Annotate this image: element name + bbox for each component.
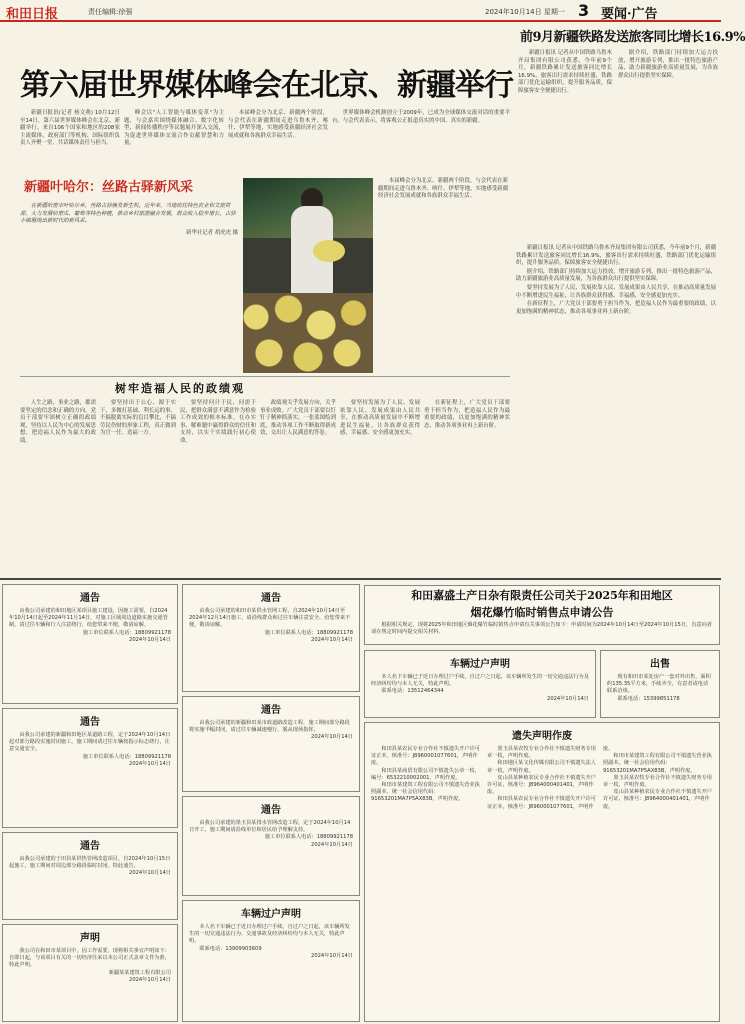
lost-notice-item: 和田地区某文化传媒有限公司不慎遗失法人章一枚，声明作废。 [487,760,596,774]
page-number: 3 [578,1,590,20]
vehicle-transfer-box-2 [182,900,360,1022]
lost-notice-item: 和田县某农民专业合作社不慎遗失开户许可证正本，核准号：J8960001077601，声明作废。 [487,746,614,810]
inset-caption: 在新疆哈密市叶哈尔乡，丝路古驿焕发新生机。近年来，当地依托特色农业和文旅资源，大力发展哈密瓜、葡萄等特色种植，推动乡村旅游融合发展，群众收入稳步增长，古驿小镇展现出新时代的新风采。 [20,203,236,225]
notice-contact: 施工单位联系人电话：18809921178 [264,629,353,636]
lead-col-2 [124,110,224,168]
vehicle-transfer-title: 车辆过户声明 [450,659,510,670]
notice-text: 由我公司承建的和田市某供水管网工程，自2024年10月14日至2024年12月14日施工，请沿线群众和过往车辆注意安全，给您带来不便，敬请谅解。 [189,608,351,629]
notice-contact: 施工单位联系人电话：18809921178 [82,753,171,760]
feature-text-6: 在新征程上，广大党员干部要勇于担当作为，把造福人民作为最重要的政绩，以更加饱满的精神状态，推动各项事业再上新台阶。 [424,400,510,429]
declaration-signoff: 新疆某某建筑工程有限公司 [108,969,171,976]
lead-text-1: 新疆日报讯(记者 杨文燕) 10月12日至14日，第六届世界媒体峰会在北京、新疆举行。来自106个国家和地区的208家主流媒体、政府部门等机构、国际组织负责人齐聚一堂，共话媒体责任与担当。 [20,110,120,147]
lead-headline: 第六届世界媒体峰会在北京、新疆举行 [20,68,513,103]
notice-title: 通告 [261,805,281,816]
notice-date: 2024年10月14日 [129,760,171,767]
for-sale-text: 现有和田市某处房产一套对外出售，面积约135.35平方米，手续齐全，有意者请电话联系洽谈。 [607,674,711,695]
notice-date: 2024年10月14日 [311,734,353,741]
feature-col-5 [340,400,420,570]
rail-article-col2 [618,50,718,240]
notice-contact: 施工单位联系人电话：18809921178 [82,629,171,636]
lost-notice-item: 墨玉县某农牧专业合作社不慎遗失财务专用章一枚，声明作废。 [487,746,596,760]
for-sale-contact: 联系电话：15399851178 [617,695,680,702]
vehicle-transfer-title: 车辆过户声明 [241,909,301,920]
declaration-date: 2024年10月14日 [129,976,171,983]
lost-notice-item: 墨玉县某农牧专业合作社不慎遗失财务专用章一枚，声明作废。 [603,774,712,789]
notice-title: 通告 [80,593,100,604]
notice-title: 通告 [80,841,100,852]
notice-date: 2024年10月14日 [311,841,353,848]
section-name: 要闻·广告 [601,7,658,22]
masthead [0,0,721,22]
editor-credit: 责任编辑:徐强 [88,8,133,16]
lost-notices-box [364,722,720,1022]
notice-title: 通告 [261,593,281,604]
vehicle-transfer-contact: 联系电话：13512464344 [381,688,444,695]
notice-box-3 [2,832,178,920]
notice-box-5 [182,696,360,792]
notice-box-6 [182,796,360,896]
declaration-title: 声明 [80,933,100,944]
notice-box-4 [182,584,360,692]
ads-divider [0,578,721,580]
feature-top-rule [20,376,510,377]
inset-title: 新疆叶哈尔：丝路古驿新风采 [24,180,194,195]
notice-text: 由我公司承建的新疆和田某市政道路改造工程，施工期间部分路段将实施半幅封闭，请过往车辆减速慢行，服从现场指挥。 [189,720,350,734]
lead-col-5 [378,178,508,378]
lost-notice-item: 皮山县某种植农民专业合作社不慎遗失开户许可证，核准号：J8964000401401，声明作废。 [487,774,596,796]
fireworks-sale-notice [364,585,720,645]
vehicle-transfer-date: 2024年10月14日 [311,952,353,959]
for-sale-box [600,650,720,718]
vehicle-transfer-text: 本人名下车辆已于近日办理过户手续，自过户之日起，该车辆所发生的一切交通违法行为、交通事故及经济纠纷均与本人无关，特此声明。 [189,924,350,945]
feature-headline: 树牢造福人民的政绩观 [115,382,245,395]
feature-text-5: 要坚持发展为了人民、发展依靠人民、发展成果由人民共享，在推动高质量发展中不断增进民生福祉，让各族群众获得感、幸福感、安全感更加充实。 [340,400,420,437]
notice-title: 通告 [80,717,100,728]
notice-date: 2024年10月14日 [311,636,353,643]
fireworks-notice-text: 根据相关规定，现将2025年和田地区烟花爆竹临时销售点申请有关事项公告如下：申请时间为2024年10月14日至2024年10月15日，有意向者请在规定时间内提交相关材料。 [371,622,712,636]
for-sale-title: 出售 [650,659,670,670]
feature-text-2: 要坚持出于公心、源于实干，多做打基础、利长远的事，不搞脱离实际的盲目攀比，不搞劳民伤财的形象工程，真正做到为官一任、造福一方。 [100,400,176,437]
rail-article-col1 [518,50,612,240]
feature-text-3: 要坚持问计于民、问需于民，把群众满意不满意作为检验工作成效的根本标准，在办实事、解难题中赢得群众的信任和支持，以实干实绩践行初心使命。 [180,400,256,444]
vehicle-transfer-date: 2024年10月14日 [547,695,589,702]
lead-text-3: 本届峰会分为北京、新疆两个阶段，与会代表在新疆期间走进乌鲁木齐、喀什、伊犁等地，实地感受新疆经济社会发展成就和各族群众幸福生活。 [228,110,328,139]
notice-date: 2024年10月14日 [129,636,171,643]
vehicle-transfer-text: 本人名下车辆已于近日办理过户手续，自过户之日起，该车辆所发生的一切交通违法行为及经济纠纷均与本人无关，特此声明。 [371,674,589,688]
declaration-box [2,924,178,1022]
photo-credit: 新华社记者 胡虎虎 摄 [186,229,238,236]
newspaper-logo: 和田日报 [6,7,59,22]
lead-text-5: 本届峰会分为北京、新疆两个阶段，与会代表在新疆期间走进乌鲁木齐、喀什、伊犁等地，实地感受新疆经济社会发展成就和各族群众幸福生活。 [378,178,508,200]
lost-notice-item: 和田县某商贸有限公司不慎遗失公章一枚，编号：6532210002001，声明作废。 [371,767,480,781]
rail-headline: 前9月新疆铁路发送旅客同比增长16.9% [520,30,745,45]
notice-text: 由我公司承建的和田地区某项目施工建设，因施工需要，自2024年10月14日起至2024年11月14日，对施工区域周边道路实施交通管制。请过往车辆和行人注意绕行，给您带来不便，敬请谅解。 [9,608,168,629]
feature-col-1 [20,400,96,570]
lead-col-4 [332,110,510,168]
rail-text-lower-1: 新疆日报讯 记者从中国铁路乌鲁木齐局集团有限公司获悉，今年前9个月，新疆铁路累计发送旅客同比增长16.9%，旅客出行需求持续旺盛，铁路部门优化运输组织，提升服务品质，保障旅客安全便捷出行。 [516,245,716,267]
lost-notice-item: 和田市某建筑工程有限公司不慎遗失营业执照副本，统一社会信用代码：91653201MA7P5AX83B，声明作废。 [371,782,480,803]
lead-text-2: 峰会以"人工智能与媒体变革"为主题，与会嘉宾围绕媒体融合、数字化转型、新闻传播秩序等议题展开深入交流，为促进世界媒体交流合作贡献智慧和力量。 [124,110,224,147]
rail-article-text-2: 据介绍，铁路部门持续加大运力投放，增开旅游专列，推出一批特色旅游产品，助力新疆旅游业高质量发展，为各族群众出行提供坚实保障。 [618,50,718,79]
vehicle-transfer-contact: 联系电话：13909903609 [199,945,262,952]
photo-caption-box [20,170,238,370]
notice-box-1 [2,584,178,704]
lead-col-1 [20,110,120,168]
rail-text-lower-4: 在新征程上，广大党员干部要勇于担当作为，把造福人民作为最重要的政绩，以更加饱满的精神状态，推动各项事业再上新台阶。 [516,301,716,315]
issue-date: 2024年10月14日 星期一 [485,8,565,16]
lead-text-4: 世界媒体峰会机制创立于2009年，已成为全球媒体交流对话的重要平台。与会代表表示，将客观公正报道真实的中国、真实的新疆。 [332,110,510,124]
notice-box-2 [2,708,178,828]
notice-date: 2024年10月14日 [129,870,171,877]
lost-notices-title: 遗失声明作废 [512,731,572,742]
vehicle-transfer-box-1 [364,650,596,718]
feature-text-1: 人生之路，事业之路，都需要坚定的信念和正确的方向。党员干部要牢固树立正确的政绩观，坚持以人民为中心的发展思想，把造福人民作为最大的政绩。 [20,400,96,444]
notice-title: 通告 [261,705,281,716]
declaration-text: 我公司在和田市某项目中，因工作需要，现将相关事宜声明如下：自即日起，与该项目有关的一切经济往来以本公司正式盖章文件为准，特此声明。 [9,948,170,969]
feature-col-3 [180,400,256,570]
notice-text: 由我公司承建的于田县某供热管网改造项目，自2024年10月15日起施工，施工期间对周边部分路段临时封闭。特此通告。 [9,856,171,870]
notice-text: 由我公司承建的墨玉县某排水管网改造工程，定于2024年10月14日开工，施工期间请沿线单位和居民给予理解支持。 [189,820,351,834]
feature-col-4 [260,400,336,570]
lost-notice-item: 和田县某农民专业合作社不慎遗失开户许可证正本，核准号：J8960001077601，声明作废。 [371,746,480,767]
notice-text: 由我公司承建的新疆和田地区某道路工程，定于2024年10月14日起对部分路段实施封闭施工。施工期间请过往车辆按指示标志绕行，注意交通安全。 [9,732,171,753]
lost-notice-item: 皮山县某种植农民专业合作社不慎遗失开户许可证，核准号：J8964000401401，声明作废。 [603,789,712,810]
rail-article-text: 新疆日报讯 记者从中国铁路乌鲁木齐局集团有限公司获悉，今年前9个月，新疆铁路累计发送旅客同比增长16.9%，旅客出行需求持续旺盛，铁路部门优化运输组织，提升服务品质，保障旅客安全便捷出行。 [518,50,612,94]
lost-notice-item: 和田市某建筑工程有限公司不慎遗失营业执照副本，统一社会信用代码：91653201MA7P5AX83B，声明作废。 [603,753,712,774]
fireworks-notice-title-1: 和田嘉盛土产日杂有限责任公司关于2025年和田地区 [411,589,673,602]
feature-col-2 [100,400,176,570]
rail-text-lower-3: 要坚持发展为了人民、发展依靠人民、发展成果由人民共享，在推动高质量发展中不断增进民生福祉，让各族群众获得感、幸福感、安全感更加充实。 [516,284,716,299]
feature-text-4: 政绩观关乎发展方向，关乎事业成败。广大党员干部要以钉钉子精神抓落实，一张蓝图绘到底，推动各项工作不断取得新成效，交出让人民满意的答卷。 [260,400,336,437]
notice-contact: 施工单位联系人电话：18809921178 [264,834,353,841]
feature-col-6 [424,400,510,570]
rail-text-lower-2: 据介绍，铁路部门持续加大运力投放，增开旅游专列，推出一批特色旅游产品，助力新疆旅游业高质量发展，为各族群众出行提供坚实保障。 [516,268,716,283]
melon-farmer-photo [243,178,373,373]
rail-col-lower [516,245,716,575]
fireworks-notice-title-2: 烟花爆竹临时销售点申请公告 [470,606,614,619]
lead-col-3 [228,110,328,168]
